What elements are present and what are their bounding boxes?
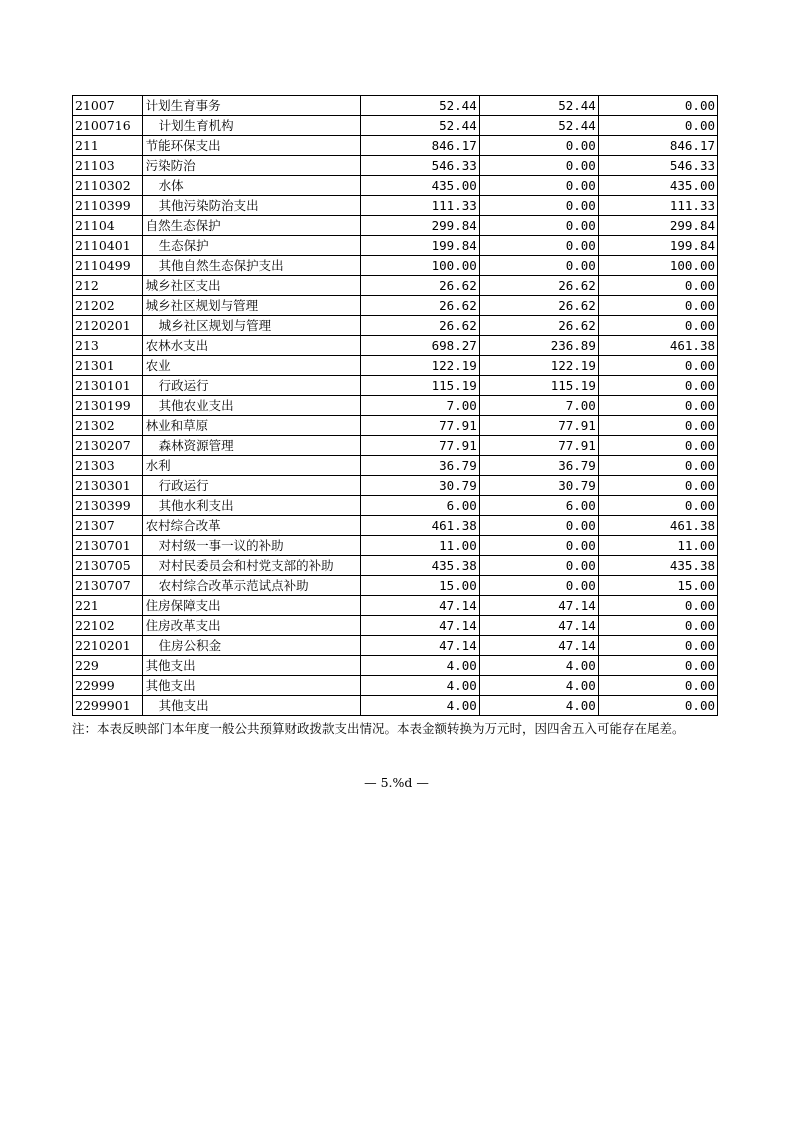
function-code-cell: 2110401 xyxy=(73,236,143,256)
total-amount-cell: 30.79 xyxy=(360,476,479,496)
function-code-cell: 2130707 xyxy=(73,576,143,596)
table-row xyxy=(73,476,718,496)
basic-expenditure-cell: 0.00 xyxy=(479,176,598,196)
table-row xyxy=(73,576,718,596)
table-row xyxy=(73,416,718,436)
function-code-cell: 21301 xyxy=(73,356,143,376)
total-amount-cell: 47.14 xyxy=(360,596,479,616)
table-row xyxy=(73,456,718,476)
function-name-cell: 其他支出 xyxy=(142,676,360,696)
function-name-cell: 计划生育事务 xyxy=(142,96,360,116)
total-amount-cell: 47.14 xyxy=(360,616,479,636)
table-row xyxy=(73,556,718,576)
total-amount-cell: 6.00 xyxy=(360,496,479,516)
function-name-cell: 自然生态保护 xyxy=(142,216,360,236)
function-name-cell: 行政运行 xyxy=(142,476,360,496)
function-code-cell: 213 xyxy=(73,336,143,356)
page-number: — 5.%d — xyxy=(364,775,429,790)
project-expenditure-cell: 435.00 xyxy=(598,176,717,196)
function-code-cell: 2130301 xyxy=(73,476,143,496)
function-name-cell: 住房保障支出 xyxy=(142,596,360,616)
basic-expenditure-cell: 0.00 xyxy=(479,256,598,276)
basic-expenditure-cell: 7.00 xyxy=(479,396,598,416)
project-expenditure-cell: 0.00 xyxy=(598,276,717,296)
function-code-cell: 21303 xyxy=(73,456,143,476)
function-name-cell: 农林水支出 xyxy=(142,336,360,356)
function-name-cell: 农村综合改革 xyxy=(142,516,360,536)
basic-expenditure-cell: 6.00 xyxy=(479,496,598,516)
total-amount-cell: 15.00 xyxy=(360,576,479,596)
project-expenditure-cell: 0.00 xyxy=(598,376,717,396)
basic-expenditure-cell: 0.00 xyxy=(479,156,598,176)
project-expenditure-cell: 11.00 xyxy=(598,536,717,556)
project-expenditure-cell: 0.00 xyxy=(598,616,717,636)
project-expenditure-cell: 0.00 xyxy=(598,416,717,436)
basic-expenditure-cell: 47.14 xyxy=(479,616,598,636)
total-amount-cell: 7.00 xyxy=(360,396,479,416)
function-code-cell: 2299901 xyxy=(73,696,143,716)
total-amount-cell: 36.79 xyxy=(360,456,479,476)
basic-expenditure-cell: 47.14 xyxy=(479,636,598,656)
project-expenditure-cell: 0.00 xyxy=(598,396,717,416)
function-name-cell: 住房改革支出 xyxy=(142,616,360,636)
function-name-cell: 城乡社区规划与管理 xyxy=(142,316,360,336)
total-amount-cell: 546.33 xyxy=(360,156,479,176)
table-row xyxy=(73,336,718,356)
total-amount-cell: 122.19 xyxy=(360,356,479,376)
table-row xyxy=(73,216,718,236)
function-name-cell: 森林资源管理 xyxy=(142,436,360,456)
function-name-cell: 节能环保支出 xyxy=(142,136,360,156)
table-row xyxy=(73,396,718,416)
function-code-cell: 2130399 xyxy=(73,496,143,516)
project-expenditure-cell: 546.33 xyxy=(598,156,717,176)
table-row xyxy=(73,496,718,516)
basic-expenditure-cell: 115.19 xyxy=(479,376,598,396)
function-name-cell: 其他支出 xyxy=(142,696,360,716)
function-code-cell: 2210201 xyxy=(73,636,143,656)
table-row xyxy=(73,276,718,296)
function-name-cell: 对村民委员会和村党支部的补助 xyxy=(142,556,360,576)
total-amount-cell: 435.38 xyxy=(360,556,479,576)
function-name-cell: 水利 xyxy=(142,456,360,476)
table-row xyxy=(73,616,718,636)
table-row xyxy=(73,516,718,536)
function-code-cell: 2130705 xyxy=(73,556,143,576)
total-amount-cell: 26.62 xyxy=(360,316,479,336)
basic-expenditure-cell: 26.62 xyxy=(479,316,598,336)
total-amount-cell: 100.00 xyxy=(360,256,479,276)
basic-expenditure-cell: 0.00 xyxy=(479,236,598,256)
function-code-cell: 2130199 xyxy=(73,396,143,416)
function-code-cell: 221 xyxy=(73,596,143,616)
table-row xyxy=(73,376,718,396)
basic-expenditure-cell: 122.19 xyxy=(479,356,598,376)
project-expenditure-cell: 15.00 xyxy=(598,576,717,596)
function-name-cell: 城乡社区规划与管理 xyxy=(142,296,360,316)
project-expenditure-cell: 435.38 xyxy=(598,556,717,576)
total-amount-cell: 461.38 xyxy=(360,516,479,536)
total-amount-cell: 435.00 xyxy=(360,176,479,196)
project-expenditure-cell: 0.00 xyxy=(598,476,717,496)
project-expenditure-cell: 199.84 xyxy=(598,236,717,256)
basic-expenditure-cell: 77.91 xyxy=(479,436,598,456)
project-expenditure-cell: 299.84 xyxy=(598,216,717,236)
function-code-cell: 229 xyxy=(73,656,143,676)
table-row xyxy=(73,236,718,256)
project-expenditure-cell: 111.33 xyxy=(598,196,717,216)
table-row xyxy=(73,296,718,316)
function-name-cell: 住房公积金 xyxy=(142,636,360,656)
project-expenditure-cell: 0.00 xyxy=(598,456,717,476)
project-expenditure-cell: 461.38 xyxy=(598,516,717,536)
table-row xyxy=(73,596,718,616)
total-amount-cell: 52.44 xyxy=(360,96,479,116)
table-row xyxy=(73,676,718,696)
total-amount-cell: 846.17 xyxy=(360,136,479,156)
total-amount-cell: 52.44 xyxy=(360,116,479,136)
table-row xyxy=(73,136,718,156)
function-name-cell: 污染防治 xyxy=(142,156,360,176)
function-code-cell: 21202 xyxy=(73,296,143,316)
table-row xyxy=(73,256,718,276)
function-code-cell: 22102 xyxy=(73,616,143,636)
basic-expenditure-cell: 47.14 xyxy=(479,596,598,616)
basic-expenditure-cell: 77.91 xyxy=(479,416,598,436)
function-code-cell: 211 xyxy=(73,136,143,156)
project-expenditure-cell: 0.00 xyxy=(598,96,717,116)
table-row xyxy=(73,436,718,456)
total-amount-cell: 111.33 xyxy=(360,196,479,216)
total-amount-cell: 199.84 xyxy=(360,236,479,256)
basic-expenditure-cell: 52.44 xyxy=(479,96,598,116)
basic-expenditure-cell: 4.00 xyxy=(479,696,598,716)
function-name-cell: 水体 xyxy=(142,176,360,196)
project-expenditure-cell: 0.00 xyxy=(598,636,717,656)
table-note: 注：本表反映部门本年度一般公共预算财政拨款支出情况。本表金额转换为万元时，因四舍五入可能存在尾差。 xyxy=(72,721,685,736)
function-code-cell: 21302 xyxy=(73,416,143,436)
table-row xyxy=(73,156,718,176)
table-row xyxy=(73,656,718,676)
total-amount-cell: 47.14 xyxy=(360,636,479,656)
table-row xyxy=(73,96,718,116)
function-code-cell: 21103 xyxy=(73,156,143,176)
basic-expenditure-cell: 236.89 xyxy=(479,336,598,356)
total-amount-cell: 698.27 xyxy=(360,336,479,356)
basic-expenditure-cell: 0.00 xyxy=(479,536,598,556)
function-name-cell: 其他水利支出 xyxy=(142,496,360,516)
project-expenditure-cell: 0.00 xyxy=(598,356,717,376)
project-expenditure-cell: 0.00 xyxy=(598,436,717,456)
project-expenditure-cell: 0.00 xyxy=(598,496,717,516)
total-amount-cell: 4.00 xyxy=(360,696,479,716)
function-code-cell: 2100716 xyxy=(73,116,143,136)
total-amount-cell: 115.19 xyxy=(360,376,479,396)
table-row xyxy=(73,356,718,376)
basic-expenditure-cell: 0.00 xyxy=(479,216,598,236)
function-name-cell: 农业 xyxy=(142,356,360,376)
project-expenditure-cell: 0.00 xyxy=(598,596,717,616)
function-name-cell: 对村级一事一议的补助 xyxy=(142,536,360,556)
project-expenditure-cell: 0.00 xyxy=(598,296,717,316)
function-code-cell: 2130701 xyxy=(73,536,143,556)
function-code-cell: 2110499 xyxy=(73,256,143,276)
total-amount-cell: 26.62 xyxy=(360,296,479,316)
function-name-cell: 其他农业支出 xyxy=(142,396,360,416)
project-expenditure-cell: 0.00 xyxy=(598,316,717,336)
total-amount-cell: 4.00 xyxy=(360,656,479,676)
function-name-cell: 林业和草原 xyxy=(142,416,360,436)
project-expenditure-cell: 0.00 xyxy=(598,696,717,716)
function-code-cell: 2120201 xyxy=(73,316,143,336)
table-row xyxy=(73,196,718,216)
table-row xyxy=(73,116,718,136)
total-amount-cell: 26.62 xyxy=(360,276,479,296)
project-expenditure-cell: 0.00 xyxy=(598,656,717,676)
table-row xyxy=(73,176,718,196)
table-row xyxy=(73,636,718,656)
project-expenditure-cell: 0.00 xyxy=(598,116,717,136)
budget-expenditure-table xyxy=(72,95,718,716)
function-code-cell: 21104 xyxy=(73,216,143,236)
table-row xyxy=(73,696,718,716)
function-name-cell: 生态保护 xyxy=(142,236,360,256)
total-amount-cell: 11.00 xyxy=(360,536,479,556)
total-amount-cell: 77.91 xyxy=(360,436,479,456)
basic-expenditure-cell: 0.00 xyxy=(479,196,598,216)
basic-expenditure-cell: 52.44 xyxy=(479,116,598,136)
basic-expenditure-cell: 26.62 xyxy=(479,276,598,296)
function-code-cell: 22999 xyxy=(73,676,143,696)
basic-expenditure-cell: 0.00 xyxy=(479,576,598,596)
basic-expenditure-cell: 4.00 xyxy=(479,656,598,676)
function-name-cell: 城乡社区支出 xyxy=(142,276,360,296)
project-expenditure-cell: 0.00 xyxy=(598,676,717,696)
table-row xyxy=(73,536,718,556)
basic-expenditure-cell: 26.62 xyxy=(479,296,598,316)
function-code-cell: 2110302 xyxy=(73,176,143,196)
basic-expenditure-cell: 30.79 xyxy=(479,476,598,496)
function-name-cell: 行政运行 xyxy=(142,376,360,396)
project-expenditure-cell: 461.38 xyxy=(598,336,717,356)
total-amount-cell: 299.84 xyxy=(360,216,479,236)
function-code-cell: 2110399 xyxy=(73,196,143,216)
function-name-cell: 其他支出 xyxy=(142,656,360,676)
function-code-cell: 21007 xyxy=(73,96,143,116)
project-expenditure-cell: 100.00 xyxy=(598,256,717,276)
total-amount-cell: 77.91 xyxy=(360,416,479,436)
basic-expenditure-cell: 0.00 xyxy=(479,556,598,576)
basic-expenditure-cell: 36.79 xyxy=(479,456,598,476)
basic-expenditure-cell: 4.00 xyxy=(479,676,598,696)
function-name-cell: 计划生育机构 xyxy=(142,116,360,136)
function-code-cell: 21307 xyxy=(73,516,143,536)
basic-expenditure-cell: 0.00 xyxy=(479,136,598,156)
project-expenditure-cell: 846.17 xyxy=(598,136,717,156)
function-code-cell: 212 xyxy=(73,276,143,296)
function-name-cell: 其他自然生态保护支出 xyxy=(142,256,360,276)
table-row xyxy=(73,316,718,336)
basic-expenditure-cell: 0.00 xyxy=(479,516,598,536)
total-amount-cell: 4.00 xyxy=(360,676,479,696)
function-code-cell: 2130207 xyxy=(73,436,143,456)
function-name-cell: 农村综合改革示范试点补助 xyxy=(142,576,360,596)
table-body xyxy=(73,96,718,716)
function-code-cell: 2130101 xyxy=(73,376,143,396)
function-name-cell: 其他污染防治支出 xyxy=(142,196,360,216)
